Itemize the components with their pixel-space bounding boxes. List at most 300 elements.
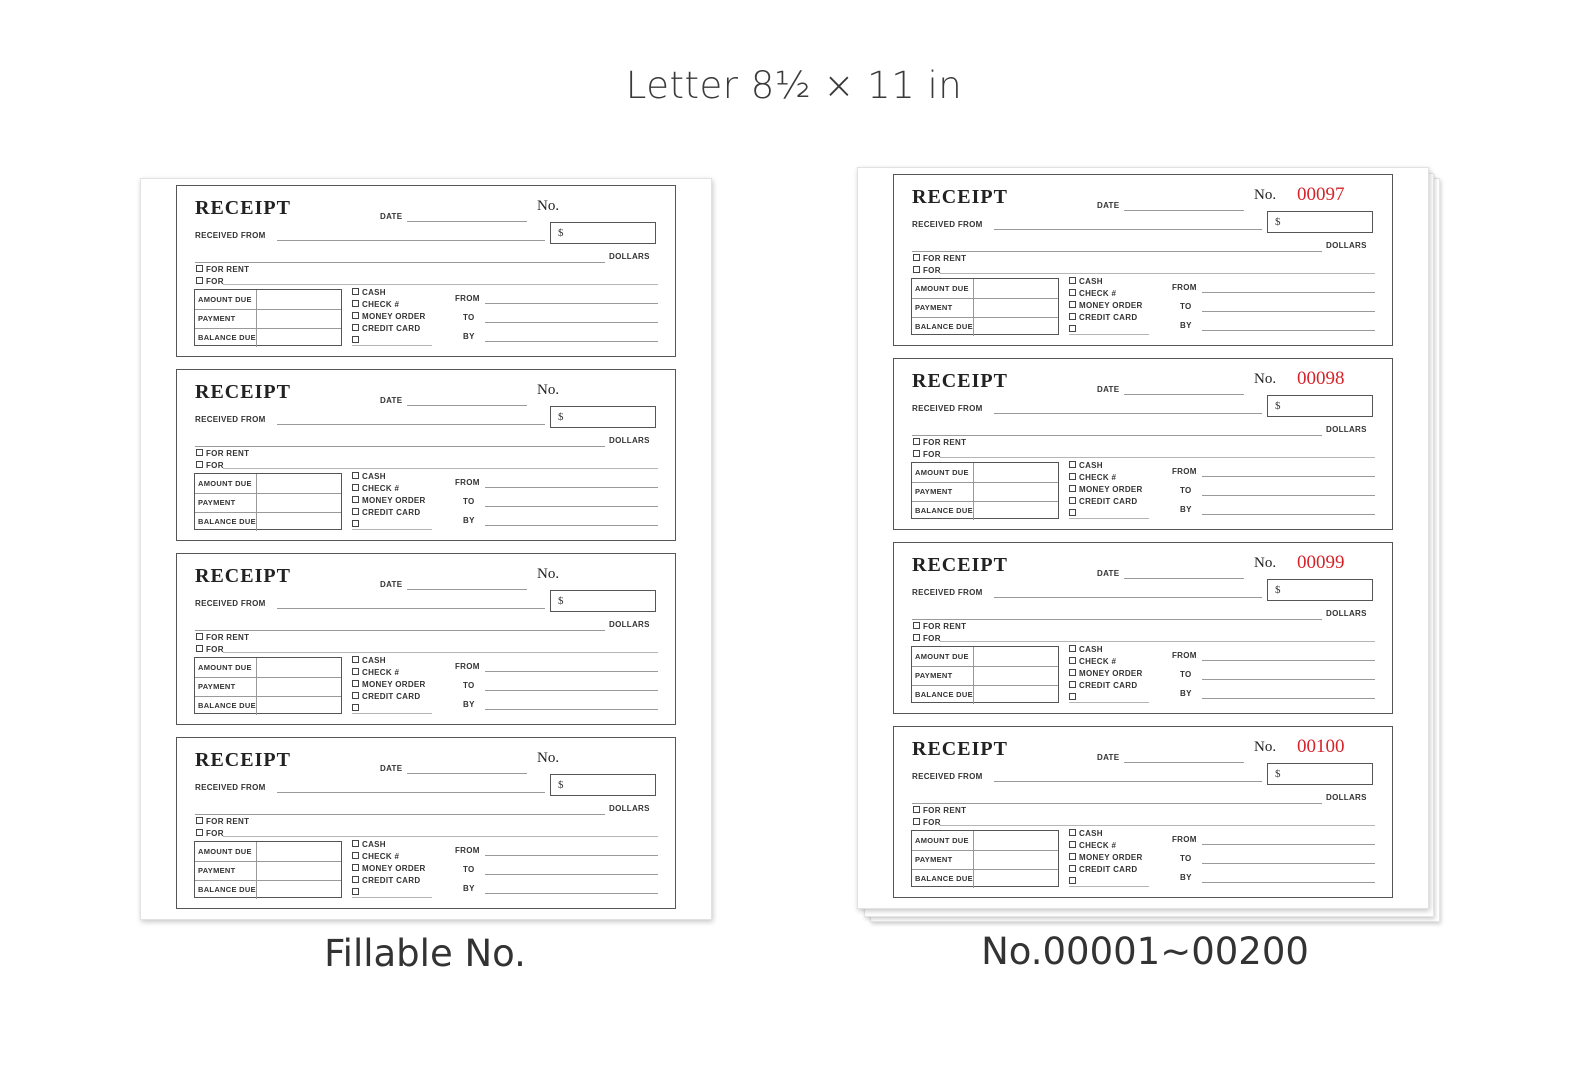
for-label: FOR [206, 829, 224, 838]
from-label: FROM [455, 662, 480, 671]
checkbox-icon [1069, 485, 1076, 492]
for-rent-label: FOR RENT [206, 633, 250, 642]
from-label: FROM [455, 478, 480, 487]
dollars-field[interactable] [912, 619, 1322, 620]
other-option[interactable] [1069, 325, 1079, 334]
received-from-label: RECEIVED FROM [195, 415, 266, 424]
checkbox-icon [913, 438, 920, 445]
cash-option[interactable] [352, 472, 386, 481]
payment-row[interactable] [912, 482, 1058, 502]
date-label: DATE [1097, 753, 1120, 762]
balance-table [194, 473, 342, 530]
to-label: TO [463, 865, 475, 874]
balance-table [911, 278, 1059, 335]
check-option[interactable] [352, 484, 399, 493]
from-field[interactable] [485, 303, 658, 304]
received-from-label: RECEIVED FROM [912, 220, 983, 229]
checkbox-icon [1069, 841, 1076, 848]
other-field[interactable] [352, 529, 432, 530]
date-field[interactable] [1124, 578, 1244, 579]
to-field[interactable] [485, 506, 658, 507]
check-option[interactable] [352, 852, 399, 861]
date-field[interactable] [1124, 210, 1244, 211]
for-rent-option[interactable] [913, 254, 966, 263]
payment-row[interactable] [195, 309, 341, 329]
by-label: BY [463, 332, 475, 341]
dollars-label: DOLLARS [1326, 241, 1367, 250]
cash-label: CASH [1079, 277, 1103, 286]
amount-due-row[interactable] [195, 474, 341, 494]
cash-option[interactable] [1069, 829, 1103, 838]
date-label: DATE [1097, 201, 1120, 210]
other-field[interactable] [1069, 886, 1149, 887]
caption-numbered: No.00001~00200 [981, 930, 1309, 973]
amount-box[interactable] [1267, 763, 1373, 785]
serial-number: 00097 [1297, 184, 1345, 205]
amount-due-label: AMOUNT DUE [915, 836, 969, 845]
checkbox-icon [352, 704, 359, 711]
for-option[interactable] [196, 461, 224, 470]
money-order-option[interactable] [1069, 669, 1143, 678]
dollars-field[interactable] [912, 435, 1322, 436]
check-option[interactable] [1069, 841, 1116, 850]
payment-label: PAYMENT [198, 866, 236, 875]
dollar-sign: $ [1275, 768, 1281, 780]
other-field[interactable] [1069, 518, 1149, 519]
date-field[interactable] [1124, 762, 1244, 763]
cash-option[interactable] [352, 288, 386, 297]
other-option[interactable] [1069, 877, 1079, 886]
dollar-sign: $ [1275, 400, 1281, 412]
for-field[interactable] [223, 836, 658, 837]
by-label: BY [1180, 505, 1192, 514]
credit-card-label: CREDIT CARD [1079, 497, 1138, 506]
check-label: CHECK # [362, 300, 400, 309]
by-label: BY [463, 884, 475, 893]
amount-box[interactable] [1267, 579, 1373, 601]
check-option[interactable] [1069, 289, 1116, 298]
date-label: DATE [380, 580, 403, 589]
for-label: FOR [206, 461, 224, 470]
by-field[interactable] [485, 525, 658, 526]
cash-label: CASH [362, 472, 386, 481]
amount-due-label: AMOUNT DUE [915, 284, 969, 293]
amount-due-label: AMOUNT DUE [198, 295, 252, 304]
receipt-form-2 [893, 358, 1393, 530]
dollars-label: DOLLARS [609, 436, 650, 445]
amount-due-row[interactable] [912, 279, 1058, 299]
money-order-option[interactable] [1069, 301, 1143, 310]
from-label: FROM [1172, 835, 1197, 844]
for-option[interactable] [196, 829, 224, 838]
for-field[interactable] [223, 652, 658, 653]
receipt-form-4 [176, 737, 676, 909]
balance-due-row[interactable] [912, 317, 1058, 336]
for-label: FOR [923, 634, 941, 643]
checkbox-icon [1069, 509, 1076, 516]
receipt-title: RECEIPT [195, 565, 291, 587]
caption-fillable: Fillable No. [324, 932, 526, 975]
for-rent-option[interactable] [196, 449, 249, 458]
receipt-title: RECEIPT [912, 370, 1008, 392]
fillable-receipt-sheet [140, 178, 712, 920]
receipt-title: RECEIPT [195, 749, 291, 771]
to-field[interactable] [1202, 863, 1375, 864]
for-option[interactable] [913, 266, 941, 275]
checkbox-icon [1069, 277, 1076, 284]
balance-due-row[interactable] [195, 328, 341, 347]
received-from-field[interactable] [277, 792, 545, 793]
checkbox-icon [352, 324, 359, 331]
amount-due-label: AMOUNT DUE [198, 847, 252, 856]
other-option[interactable] [1069, 693, 1079, 702]
receipt-form-1 [893, 174, 1393, 346]
checkbox-icon [1069, 877, 1076, 884]
to-field[interactable] [1202, 495, 1375, 496]
payment-label: PAYMENT [915, 487, 953, 496]
checkbox-icon [1069, 473, 1076, 480]
balance-due-label: BALANCE DUE [198, 885, 256, 894]
received-from-field[interactable] [994, 597, 1262, 598]
check-option[interactable] [352, 668, 399, 677]
cash-label: CASH [362, 840, 386, 849]
date-label: DATE [380, 212, 403, 221]
to-field[interactable] [1202, 311, 1375, 312]
amount-due-label: AMOUNT DUE [915, 652, 969, 661]
money-order-label: MONEY ORDER [1079, 485, 1143, 494]
receipt-title: RECEIPT [195, 197, 291, 219]
for-label: FOR [206, 277, 224, 286]
checkbox-icon [196, 449, 203, 456]
by-label: BY [1180, 689, 1192, 698]
amount-box[interactable] [1267, 211, 1373, 233]
for-rent-label: FOR RENT [923, 622, 967, 631]
balance-table [194, 657, 342, 714]
receipt-form-4 [893, 726, 1393, 898]
amount-due-label: AMOUNT DUE [198, 479, 252, 488]
balance-due-row[interactable] [195, 880, 341, 899]
for-option[interactable] [196, 645, 224, 654]
payment-row[interactable] [912, 666, 1058, 686]
credit-card-option[interactable] [1069, 681, 1137, 690]
dollars-field[interactable] [195, 446, 605, 447]
date-field[interactable] [407, 589, 527, 590]
balance-table [911, 646, 1059, 703]
credit-card-option[interactable] [352, 876, 420, 885]
receipt-title: RECEIPT [195, 381, 291, 403]
other-field[interactable] [352, 345, 432, 346]
check-option[interactable] [1069, 473, 1116, 482]
checkbox-icon [196, 633, 203, 640]
balance-due-row[interactable] [912, 869, 1058, 888]
from-field[interactable] [485, 855, 658, 856]
credit-card-option[interactable] [352, 324, 420, 333]
checkbox-icon [352, 656, 359, 663]
money-order-label: MONEY ORDER [1079, 301, 1143, 310]
checkbox-icon [352, 840, 359, 847]
received-from-label: RECEIVED FROM [195, 783, 266, 792]
serial-number: 00098 [1297, 368, 1345, 389]
for-rent-option[interactable] [913, 622, 966, 631]
serial-number: 00100 [1297, 736, 1345, 757]
amount-box[interactable] [550, 222, 656, 244]
for-option[interactable] [913, 450, 941, 459]
to-field[interactable] [1202, 679, 1375, 680]
money-order-option[interactable] [1069, 485, 1143, 494]
received-from-label: RECEIVED FROM [195, 231, 266, 240]
from-field[interactable] [1202, 660, 1375, 661]
checkbox-icon [352, 876, 359, 883]
from-label: FROM [455, 294, 480, 303]
for-field[interactable] [940, 273, 1375, 274]
for-field[interactable] [940, 825, 1375, 826]
amount-due-row[interactable] [912, 463, 1058, 483]
balance-table [911, 462, 1059, 519]
for-rent-option[interactable] [913, 438, 966, 447]
other-option[interactable] [1069, 509, 1079, 518]
cash-option[interactable] [1069, 461, 1103, 470]
receipt-form-3 [893, 542, 1393, 714]
cash-option[interactable] [352, 840, 386, 849]
checkbox-icon [196, 817, 203, 824]
payment-row[interactable] [195, 493, 341, 513]
check-option[interactable] [1069, 657, 1116, 666]
checkbox-icon [352, 336, 359, 343]
checkbox-icon [1069, 497, 1076, 504]
checkbox-icon [196, 265, 203, 272]
amount-due-row[interactable] [195, 842, 341, 862]
from-field[interactable] [485, 487, 658, 488]
received-from-field[interactable] [994, 229, 1262, 230]
dollar-sign: $ [1275, 584, 1281, 596]
checkbox-icon [913, 806, 920, 813]
dollars-field[interactable] [195, 630, 605, 631]
number-label: No. [537, 198, 560, 214]
number-label: No. [537, 566, 560, 582]
amount-due-row[interactable] [912, 647, 1058, 667]
balance-table [194, 841, 342, 898]
balance-due-label: BALANCE DUE [198, 333, 256, 342]
checkbox-icon [352, 484, 359, 491]
credit-card-label: CREDIT CARD [362, 876, 421, 885]
credit-card-option[interactable] [1069, 313, 1137, 322]
by-field[interactable] [1202, 514, 1375, 515]
to-field[interactable] [485, 322, 658, 323]
checkbox-icon [196, 645, 203, 652]
to-label: TO [1180, 302, 1192, 311]
cash-label: CASH [362, 656, 386, 665]
other-field[interactable] [352, 713, 432, 714]
checkbox-icon [196, 277, 203, 284]
balance-due-row[interactable] [195, 512, 341, 531]
money-order-option[interactable] [352, 864, 426, 873]
received-from-label: RECEIVED FROM [912, 588, 983, 597]
checkbox-icon [913, 622, 920, 629]
amount-due-row[interactable] [195, 290, 341, 310]
dollars-field[interactable] [195, 262, 605, 263]
checkbox-icon [352, 300, 359, 307]
for-rent-label: FOR RENT [923, 254, 967, 263]
money-order-label: MONEY ORDER [362, 496, 426, 505]
by-field[interactable] [1202, 330, 1375, 331]
checkbox-icon [352, 288, 359, 295]
date-label: DATE [380, 764, 403, 773]
check-label: CHECK # [1079, 289, 1117, 298]
check-option[interactable] [352, 300, 399, 309]
date-label: DATE [1097, 569, 1120, 578]
date-label: DATE [380, 396, 403, 405]
other-field[interactable] [1069, 702, 1149, 703]
dollars-field[interactable] [912, 803, 1322, 804]
by-label: BY [1180, 873, 1192, 882]
received-from-field[interactable] [277, 240, 545, 241]
cash-option[interactable] [1069, 645, 1103, 654]
credit-card-option[interactable] [352, 508, 420, 517]
by-field[interactable] [1202, 698, 1375, 699]
balance-table [911, 830, 1059, 887]
dollars-field[interactable] [195, 814, 605, 815]
other-option[interactable] [352, 520, 362, 529]
for-rent-option[interactable] [913, 806, 966, 815]
credit-card-option[interactable] [1069, 497, 1137, 506]
for-field[interactable] [223, 284, 658, 285]
received-from-field[interactable] [994, 413, 1262, 414]
dollar-sign: $ [1275, 216, 1281, 228]
credit-card-label: CREDIT CARD [1079, 865, 1138, 874]
for-option[interactable] [913, 818, 941, 827]
payment-row[interactable] [195, 677, 341, 697]
for-option[interactable] [913, 634, 941, 643]
balance-due-label: BALANCE DUE [198, 517, 256, 526]
other-option[interactable] [352, 888, 362, 897]
balance-due-row[interactable] [912, 685, 1058, 704]
other-option[interactable] [352, 336, 362, 345]
credit-card-option[interactable] [1069, 865, 1137, 874]
check-label: CHECK # [362, 668, 400, 677]
date-field[interactable] [1124, 394, 1244, 395]
received-from-field[interactable] [277, 424, 545, 425]
for-rent-label: FOR RENT [206, 265, 250, 274]
money-order-option[interactable] [352, 496, 426, 505]
to-label: TO [463, 497, 475, 506]
by-field[interactable] [485, 341, 658, 342]
checkbox-icon [1069, 301, 1076, 308]
balance-table [194, 289, 342, 346]
from-field[interactable] [1202, 844, 1375, 845]
for-option[interactable] [196, 277, 224, 286]
money-order-option[interactable] [352, 312, 426, 321]
money-order-option[interactable] [1069, 853, 1143, 862]
credit-card-label: CREDIT CARD [1079, 313, 1138, 322]
checkbox-icon [1069, 681, 1076, 688]
for-rent-label: FOR RENT [206, 449, 250, 458]
from-field[interactable] [1202, 476, 1375, 477]
by-field[interactable] [485, 893, 658, 894]
from-label: FROM [1172, 283, 1197, 292]
checkbox-icon [1069, 865, 1076, 872]
amount-due-row[interactable] [912, 831, 1058, 851]
credit-card-label: CREDIT CARD [1079, 681, 1138, 690]
payment-row[interactable] [912, 298, 1058, 318]
for-field[interactable] [223, 468, 658, 469]
amount-due-label: AMOUNT DUE [915, 468, 969, 477]
checkbox-icon [1069, 669, 1076, 676]
money-order-label: MONEY ORDER [362, 312, 426, 321]
for-rent-option[interactable] [196, 265, 249, 274]
checkbox-icon [1069, 853, 1076, 860]
dollars-label: DOLLARS [609, 252, 650, 261]
from-field[interactable] [485, 671, 658, 672]
dollar-sign: $ [558, 227, 564, 239]
date-field[interactable] [407, 405, 527, 406]
amount-box[interactable] [550, 590, 656, 612]
for-rent-option[interactable] [196, 633, 249, 642]
by-field[interactable] [1202, 882, 1375, 883]
checkbox-icon [913, 254, 920, 261]
cash-label: CASH [1079, 829, 1103, 838]
by-field[interactable] [485, 709, 658, 710]
for-field[interactable] [940, 641, 1375, 642]
amount-box[interactable] [1267, 395, 1373, 417]
receipt-form-1 [176, 185, 676, 357]
for-label: FOR [206, 645, 224, 654]
page-heading: Letter 8½ × 11 in [625, 64, 963, 107]
by-label: BY [463, 516, 475, 525]
to-field[interactable] [485, 690, 658, 691]
dollars-label: DOLLARS [609, 620, 650, 629]
date-field[interactable] [407, 221, 527, 222]
for-rent-option[interactable] [196, 817, 249, 826]
checkbox-icon [352, 680, 359, 687]
check-label: CHECK # [362, 852, 400, 861]
credit-card-label: CREDIT CARD [362, 692, 421, 701]
from-field[interactable] [1202, 292, 1375, 293]
received-from-field[interactable] [994, 781, 1262, 782]
cash-label: CASH [1079, 461, 1103, 470]
date-field[interactable] [407, 773, 527, 774]
balance-due-label: BALANCE DUE [915, 322, 973, 331]
cash-option[interactable] [352, 656, 386, 665]
amount-due-row[interactable] [195, 658, 341, 678]
for-field[interactable] [940, 457, 1375, 458]
cash-option[interactable] [1069, 277, 1103, 286]
to-label: TO [1180, 670, 1192, 679]
amount-box[interactable] [550, 774, 656, 796]
checkbox-icon [352, 520, 359, 527]
received-from-field[interactable] [277, 608, 545, 609]
balance-due-row[interactable] [195, 696, 341, 715]
payment-row[interactable] [195, 861, 341, 881]
payment-label: PAYMENT [915, 303, 953, 312]
by-label: BY [1180, 321, 1192, 330]
amount-box[interactable] [550, 406, 656, 428]
credit-card-option[interactable] [352, 692, 420, 701]
other-field[interactable] [352, 897, 432, 898]
to-label: TO [463, 313, 475, 322]
checkbox-icon [352, 852, 359, 859]
other-field[interactable] [1069, 334, 1149, 335]
payment-row[interactable] [912, 850, 1058, 870]
checkbox-icon [913, 266, 920, 273]
payment-label: PAYMENT [915, 855, 953, 864]
to-field[interactable] [485, 874, 658, 875]
dollars-field[interactable] [912, 251, 1322, 252]
checkbox-icon [352, 864, 359, 871]
dollar-sign: $ [558, 411, 564, 423]
money-order-option[interactable] [352, 680, 426, 689]
other-option[interactable] [352, 704, 362, 713]
balance-due-row[interactable] [912, 501, 1058, 520]
